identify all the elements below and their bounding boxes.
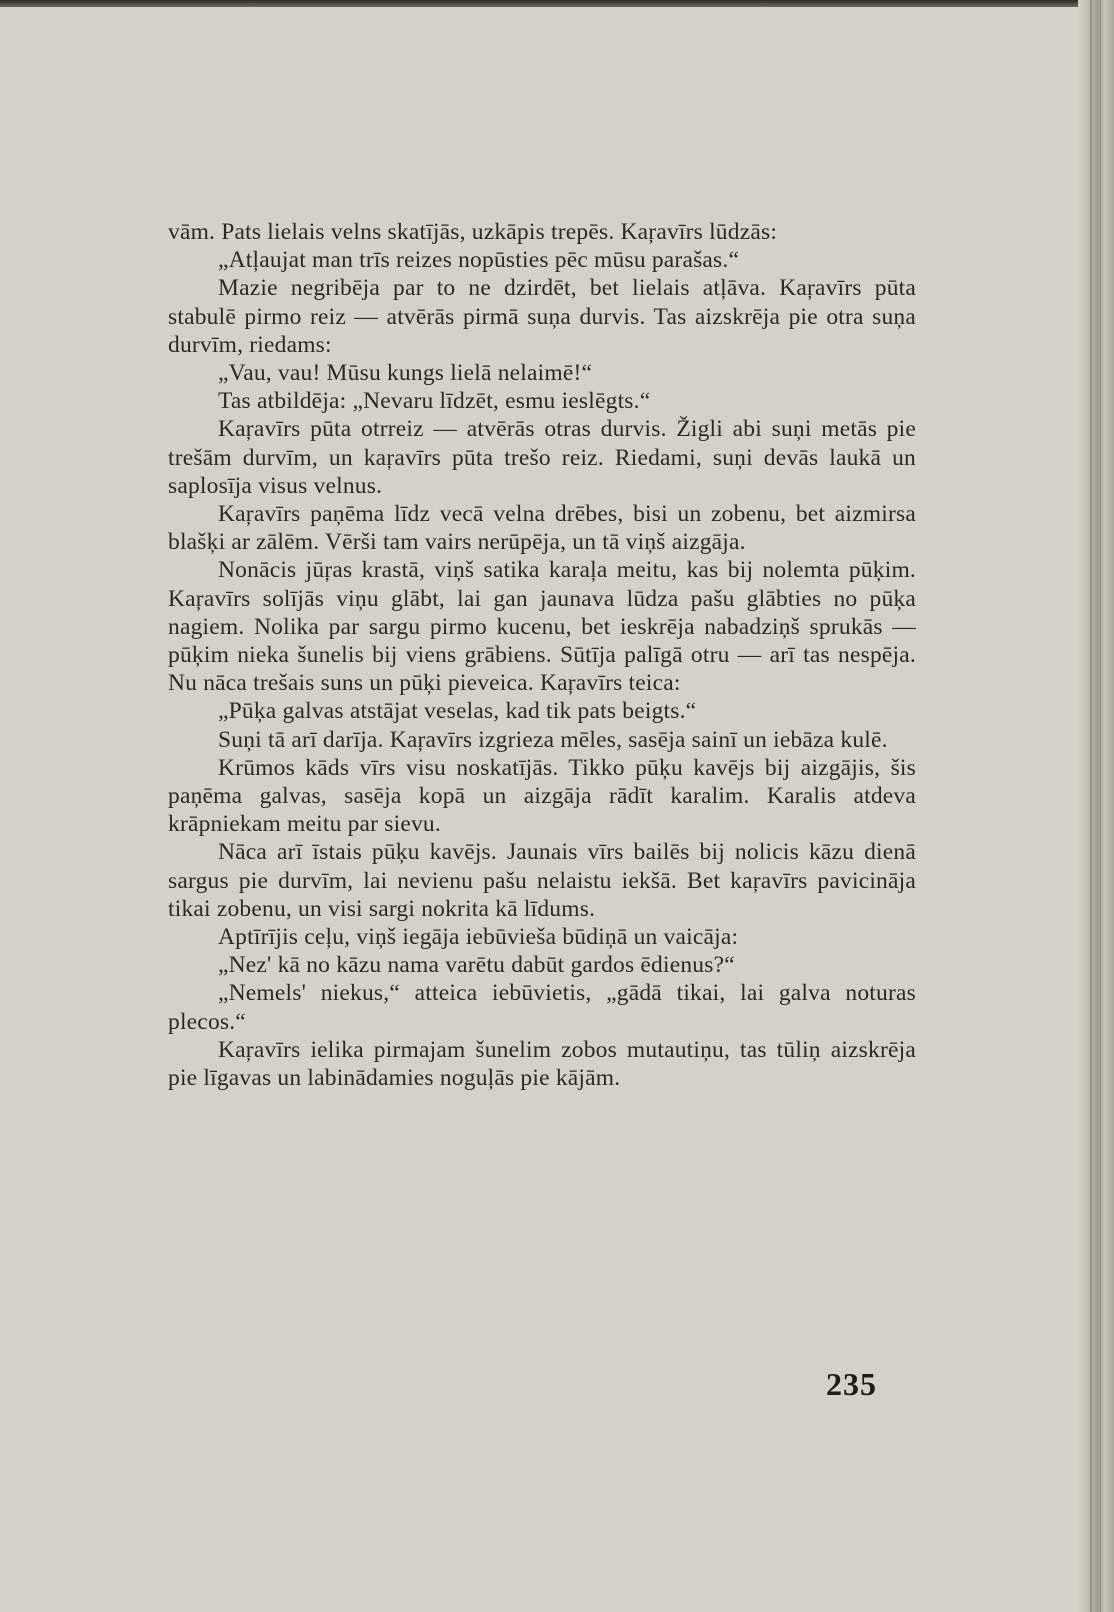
body-text <box>168 218 916 1092</box>
page-number: 235 <box>826 1366 877 1402</box>
paragraph: „Nez' kā no kāzu nama varētu dabūt gardos ēdienus?“ <box>218 952 735 979</box>
book-binding-edge <box>1078 0 1114 1612</box>
paragraph: Kaŗavīrs pūta otrreiz — atvērās otras durvis. Žigli abi suņi metās pie trešām durvīm, un kaŗavīrs pūta trešo reiz. Riedami, suņi devās laukā un saplosīja visus velnus. <box>168 416 916 499</box>
paragraph: Krūmos kāds vīrs visu noskatījās. Tikko pūķu kavējs bij aizgājis, šis paņēma galvas, sasēja kopā un aizgāja rādīt karalim. Karalis atdeva krāpniekam meitu par sievu. <box>168 754 916 838</box>
paragraph: „Vau, vau! Mūsu kungs lielā nelaimē!“ <box>218 360 593 387</box>
paragraph: Nāca arī īstais pūķu kavējs. Jaunais vīrs bailēs bij nolicis kāzu dienā sargus pie durvīm, lai nevienu pašu nelaistu iekšā. Bet kaŗavīrs pavicināja tikai zobenu, un visi sargi nokrita kā līdums. <box>168 839 916 922</box>
paragraph: Mazie negribēja par to ne dzirdēt, bet lielais atļāva. Kaŗavīrs pūta stabulē pirmo reiz — atvērās pirmā suņa durvis. Tas aizskrēja pie otra suņa durvīm, riedams: <box>168 275 916 358</box>
paragraph: Kaŗavīrs ielika pirmajam šunelim zobos mutautiņu, tas tūliņ aizskrēja pie līgavas un labinādamies noguļās pie kājām. <box>168 1036 916 1092</box>
paragraph: „Nemels' niekus,“ atteica iebūvietis, „gādā tikai, lai galva noturas plecos.“ <box>168 980 916 1035</box>
page-top-edge <box>0 0 1114 7</box>
paragraph: vām. Pats lielais velns skatījās, uzkāpis trepēs. Kaŗavīrs lūdzās: <box>168 219 778 245</box>
paragraph: Suņi tā arī darīja. Kaŗavīrs izgrieza mēles, sasēja sainī un iebāza kulē. <box>218 726 888 753</box>
paragraph: Nonācis jūŗas krastā, viņš satika karaļa meitu, kas bij nolemta pūķim. Kaŗavīrs solījās viņu glābt, lai gan jaunava lūdza pašu glābties no pūķa nagiem. Nolika par sargu pirmo kucenu, bet ieskrēja nabadziņš sprukās — pūķim nieka šunelis bij viens grābiens. Sūtīja palīgā otru — arī tas nespēja. Nu nāca trešais suns un pūķi pieveica. Kaŗavīrs teica: <box>168 557 916 697</box>
paragraph: „Pūķa galvas atstājat veselas, kad tik pats beigts.“ <box>218 698 697 725</box>
paragraph: „Atļaujat man trīs reizes nopūsties pēc mūsu parašas.“ <box>218 247 740 274</box>
paragraph: Kaŗavīrs paņēma līdz vecā velna drēbes, bisi un zobenu, bet aizmirsa blašķi ar zālēm. Vērši tam vairs nerūpēja, un tā viņš aizgāja. <box>168 501 916 556</box>
paragraph: Aptīrījis ceļu, viņš iegāja iebūvieša būdiņā un vaicāja: <box>218 924 739 951</box>
paragraph: Tas atbildēja: „Nevaru līdzēt, esmu ieslēgts.“ <box>218 388 651 415</box>
